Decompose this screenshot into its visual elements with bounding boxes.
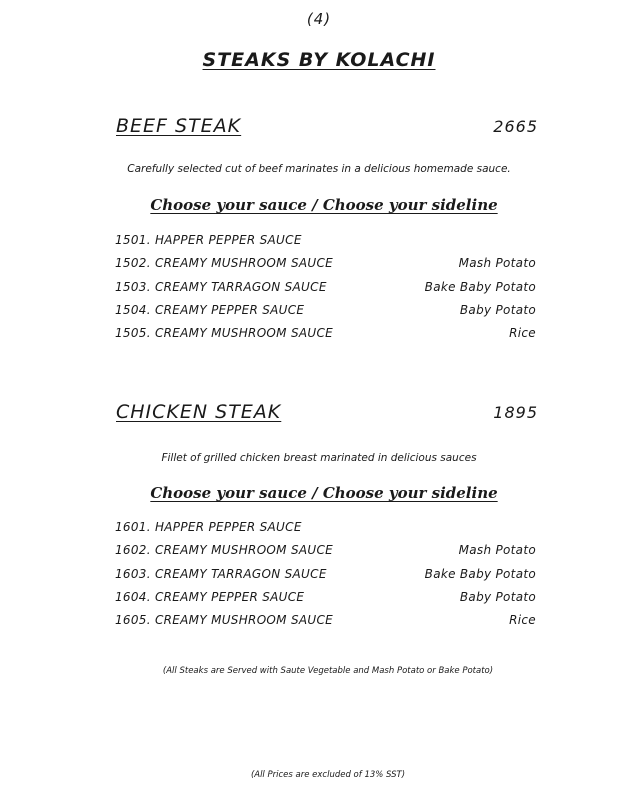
sauce-option: 1503. CREAMY TARRAGON SAUCE xyxy=(115,279,327,294)
side-option: Mash Potato xyxy=(458,256,536,271)
list-item xyxy=(0,520,638,543)
sauce-option: 1501. HAPPER PEPPER SAUCE xyxy=(115,233,302,247)
beef-choose-heading: Choose your sauce / Choose your sideline xyxy=(150,196,498,214)
side-option: Bake Baby Potato xyxy=(424,566,536,581)
side-option: Baby Potato xyxy=(459,302,536,317)
chicken-steak-section xyxy=(0,401,638,628)
list-item xyxy=(0,233,638,256)
beef-sauce-list xyxy=(0,233,638,349)
chicken-steak-description: Fillet of grilled chicken breast marinated in delicious sauces xyxy=(161,452,477,464)
list-item xyxy=(0,613,638,636)
page-title: STEAKS BY KOLACHI xyxy=(202,49,436,71)
served-with-note: (All Steaks are Served with Saute Vegetable and Mash Potato or Bake Potato) xyxy=(162,666,494,676)
sauce-option: 1602. CREAMY MUSHROOM SAUCE xyxy=(115,543,334,558)
side-option: Baby Potato xyxy=(459,589,536,604)
sauce-option: 1601. HAPPER PEPPER SAUCE xyxy=(115,520,302,534)
beef-steak-name: BEEF STEAK xyxy=(116,115,242,137)
chicken-steak-heading-row xyxy=(0,401,638,427)
chicken-steak-name: CHICKEN STEAK xyxy=(116,401,282,423)
beef-steak-section xyxy=(0,115,638,341)
side-option: Bake Baby Potato xyxy=(424,279,536,294)
page-number: (4) xyxy=(306,10,332,28)
side-option: Rice xyxy=(509,326,536,341)
list-item xyxy=(0,567,638,590)
sauce-option: 1603. CREAMY TARRAGON SAUCE xyxy=(115,566,327,581)
list-item xyxy=(0,590,638,613)
tax-note: (All Prices are excluded of 13% SST) xyxy=(250,770,406,780)
side-option: Rice xyxy=(509,613,536,628)
chicken-sauce-list xyxy=(0,520,638,636)
list-item xyxy=(0,303,638,326)
list-item xyxy=(0,280,638,303)
beef-steak-heading-row xyxy=(0,115,638,141)
sauce-option: 1505. CREAMY MUSHROOM SAUCE xyxy=(115,326,334,341)
list-item xyxy=(0,326,638,349)
chicken-steak-price: 1895 xyxy=(493,403,538,422)
beef-steak-price: 2665 xyxy=(493,117,538,136)
sauce-option: 1605. CREAMY MUSHROOM SAUCE xyxy=(115,613,334,628)
chicken-choose-heading: Choose your sauce / Choose your sideline xyxy=(150,484,498,502)
side-option: Mash Potato xyxy=(458,543,536,558)
sauce-option: 1504. CREAMY PEPPER SAUCE xyxy=(115,302,305,317)
sauce-option: 1502. CREAMY MUSHROOM SAUCE xyxy=(115,256,334,271)
list-item xyxy=(0,256,638,279)
sauce-option: 1604. CREAMY PEPPER SAUCE xyxy=(115,589,305,604)
list-item xyxy=(0,543,638,566)
beef-steak-description: Carefully selected cut of beef marinates in a delicious homemade sauce. xyxy=(127,163,511,175)
